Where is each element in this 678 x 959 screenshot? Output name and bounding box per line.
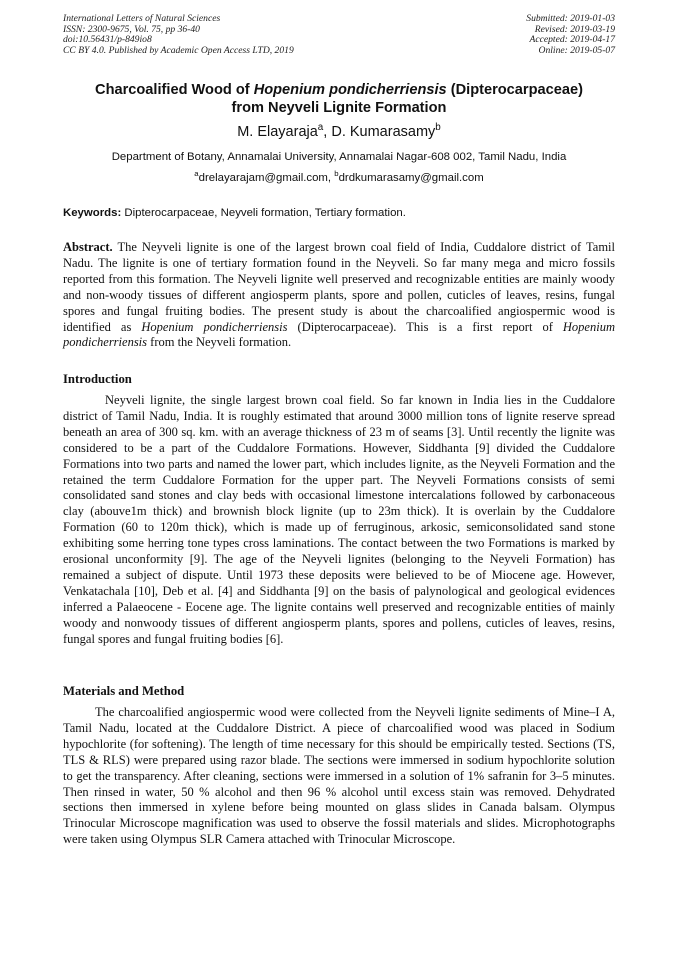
author-1: M. Elayaraja <box>237 124 318 140</box>
author-2-marker: b <box>435 122 441 134</box>
affiliation: Department of Botany, Annamalai University, Annamalai Nagar-608 002, Tamil Nadu, India <box>111 151 567 163</box>
date-accepted: Accepted: 2019-04-17 <box>529 34 615 46</box>
article-dates <box>526 14 615 56</box>
abstract-text-3: from the Neyveli formation. <box>147 335 292 350</box>
date-online: Online: 2019-05-07 <box>538 44 615 56</box>
abstract-species-1: Hopenium pondicherriensis <box>141 319 288 334</box>
introduction-heading: Introduction <box>63 372 132 386</box>
email-a: drelayarajam@gmail.com <box>198 172 328 184</box>
keywords <box>63 206 615 220</box>
author-list <box>40 124 638 141</box>
email-separator: , <box>327 172 335 184</box>
abstract-text-1: The Neyveli lignite is one of the largest brown coal field of India, Cuddalore district of Tamil Nadu. The lignite is one of tertiary formation found in the Neyveli. So far many mega and micro fossils reported from this formation. The Neyveli lignite well preserved and recognizable entities are mainly woody and non-woody tissues of different angiosperm plants, spore and pollen, cuticles of leaves, resins, fungal spores and fungal fruiting bodies. The present study is about the charcoalified angiospermic wood is identified as <box>63 240 615 334</box>
introduction-paragraph: Neyveli lignite, the single largest brown coal field. So far known in India lies in the Cuddalore district of Tamil Nadu, India. It is roughly estimated that around 3000 million tons of lignite reserve spread beneath an area of 300 sq. km. with an average thickness of 23 m of seams [3]. Until recently the lignite was considered to be a part of the Cuddalore Formations. However, Siddhanta [9] divided the Cuddalore Formations into two parts and named the lower part, which includes lignite, as the Neyveli Formation and the retained the term Cuddalore Formation for the upper part. The Neyveli Formations consists of semi consolidated sand stones and clay beds with occasional limestone intercalations followed by carbonaceous clay (abouve1m thick) and brownish block lignite (up to 23m thick). It is overlain by the Cuddalore Formation (60 to 120m thick), which is made up of ferruginous, arkosic, semiconsolidated sand stone exhibiting some herring tone types cross laminations. The contact between the two Formations is marked by erosional unconformity [9]. The age of the Neyveli lignites (belonging to the Neyveli Formation) has remained a subject of dispute. Until 1973 these deposits were believed to be of Miocene age. However, Venkatachala [10], Deb et al. [4] and Siddhanta [9] on the basis of palynological and geological evidences inferred a Palaeocene - Eocene age. The lignite contains well preserved and recognizable entities of mainly woody and nonwoody tissues of different angiosperm plants, spores and pollens, cuticles of leaves, resins, fungal spores and fungal fruiting bodies [6]. <box>63 393 615 646</box>
title-species: Hopenium pondicherriensis <box>253 82 447 98</box>
paper-title <box>40 81 638 117</box>
title-line2: from Neyveli Lignite Formation <box>231 100 447 116</box>
abstract-species-2: Hopenium pondicherriensis <box>63 319 615 350</box>
journal-info <box>63 14 294 56</box>
journal-doi: doi:10.56431/p-849io8 <box>63 34 152 46</box>
keywords-value: Dipterocarpaceae, Neyveli formation, Tertiary formation. <box>121 207 406 219</box>
materials-method-heading: Materials and Method <box>63 684 185 698</box>
abstract <box>63 240 615 351</box>
journal-license: CC BY 4.0. Published by Academic Open Access LTD, 2019 <box>63 44 294 56</box>
date-revised: Revised: 2019-03-19 <box>534 23 615 35</box>
keywords-label: Keywords: <box>63 207 122 219</box>
title-part1: Charcoalified Wood of <box>95 82 254 98</box>
author-2: D. Kumarasamy <box>331 124 436 140</box>
journal-name: International Letters of Natural Sciences <box>63 13 221 24</box>
email-b-marker: b <box>334 169 339 179</box>
abstract-text-2: (Dipterocarpaceae). This is a first report of <box>287 319 563 334</box>
title-part2: (Dipterocarpaceae) <box>446 82 583 98</box>
email-b: drdkumarasamy@gmail.com <box>338 172 484 184</box>
email-a-marker: a <box>194 169 199 179</box>
materials-method-paragraph: The charcoalified angiospermic wood were collected from the Neyveli lignite sediments of Mine–I A, Tamil Nadu, located at the Cuddalore District. A piece of charcoalified wood was placed in Sodium hypochlorite (for softening). The length of time necessary for this should be empirically tested. Sections (TS, TLS & RLS) were prepared using razor blade. The sections were immersed in sodium hypochlorite solution to get the transparency. After cleaning, sections were immersed in a solution of 1% safranin for 3–5 minutes. Then rinsed in water, 50 % alcohol and then 96 % alcohol until excess stain was removed. Dehydrated sections then immersed in xylene before being mounted on glass slides in Canada balsam. Olympus Trinocular Microscope magnification was used to observe the fossil materials and slides. Microphotographs were taken using Olympus SLR Camera attached with Trinocular Microscope. <box>63 705 615 847</box>
author-emails <box>40 171 638 185</box>
abstract-label: Abstract. <box>63 240 113 254</box>
date-submitted: Submitted: 2019-01-03 <box>526 13 615 24</box>
author-separator: , <box>323 124 332 140</box>
author-1-marker: a <box>317 122 324 134</box>
journal-issn: ISSN: 2300-9675, Vol. 75, pp 36-40 <box>63 23 200 35</box>
